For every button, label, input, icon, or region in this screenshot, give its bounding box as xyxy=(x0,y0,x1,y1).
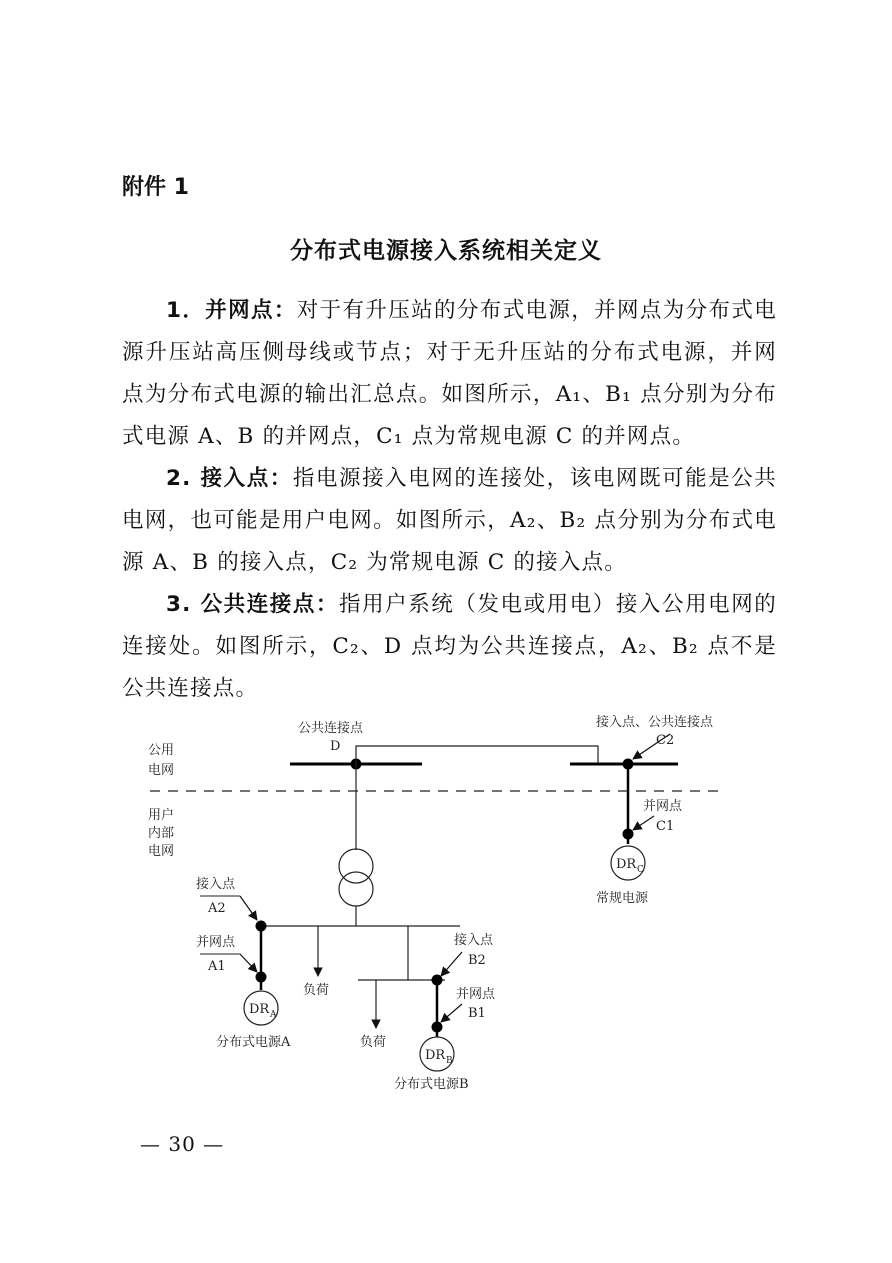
b1-caption: 并网点 xyxy=(456,987,496,1002)
paragraph-heading: 3. 公共连接点： xyxy=(166,592,340,617)
paragraph-common-coupling-point xyxy=(122,584,777,710)
load-2-label: 负荷 xyxy=(360,1035,387,1050)
b2-caption: 接入点 xyxy=(454,933,494,948)
user-grid-label: 内部 xyxy=(148,826,175,841)
public-grid-label: 电网 xyxy=(148,763,175,778)
drc-main: DR xyxy=(616,857,637,872)
drb-main: DR xyxy=(425,1048,446,1063)
load-1-label: 负荷 xyxy=(303,983,330,998)
paragraph-text: 指电源接入电网的连接处，该电网既可能是公共电网，也可能是用户电网。如图所示，A₂、B₂ 点分别为分布式电源 A、B 的接入点，C₂ 为常规电源 C 的接入点。 xyxy=(122,466,778,575)
c1-caption: 并网点 xyxy=(643,799,683,814)
point-b1-dot xyxy=(432,1022,443,1033)
a2-caption: 接入点 xyxy=(196,877,236,892)
public-grid-link xyxy=(356,746,598,764)
user-grid-label: 用户 xyxy=(148,808,175,823)
paragraph-heading: 2. 接入点： xyxy=(166,466,293,491)
page-number: — 30 — xyxy=(140,1132,225,1156)
grid-connection-diagram xyxy=(140,708,760,1100)
point-c2-label: C2 xyxy=(656,733,675,748)
conventional-source-label: 常规电源 xyxy=(596,891,649,906)
point-a2-label: A2 xyxy=(208,901,226,916)
transformer-winding xyxy=(339,849,373,883)
a1-pointer xyxy=(240,954,257,972)
b2-pointer xyxy=(441,952,462,976)
drb-sub: B xyxy=(446,1056,453,1066)
paragraph-heading: 1．并网点： xyxy=(166,298,297,323)
point-a1-dot xyxy=(256,972,267,983)
point-d-label: D xyxy=(330,739,341,754)
b1-pointer xyxy=(441,1004,462,1022)
drc-sub: C xyxy=(637,865,644,875)
attachment-label: 附件 1 xyxy=(122,175,189,200)
pcc-label: 公共连接点 xyxy=(298,721,364,736)
paragraph-grid-connection-point xyxy=(122,290,777,458)
transformer-winding xyxy=(339,872,373,906)
a2-pointer xyxy=(240,896,257,920)
page-title: 分布式电源接入系统相关定义 xyxy=(290,238,602,264)
dra-main: DR xyxy=(249,1002,270,1017)
point-a1-label: A1 xyxy=(208,959,226,974)
paragraph-text: 对于有升压站的分布式电源，并网点为分布式电源升压站高压侧母线或节点；对于无升压站的分布式电源，并网点为分布式电源的输出汇总点。如图所示，A₁、B₁ 点分别为分布式电源 A、B 的并网点，C₁ 点为常规电源 C 的并网点。 xyxy=(122,298,777,449)
c1-pointer xyxy=(633,816,654,830)
source-b-label: 分布式电源B xyxy=(394,1077,469,1092)
source-a-label: 分布式电源A xyxy=(216,1035,291,1050)
a1-caption: 并网点 xyxy=(196,935,236,950)
paragraph-access-point xyxy=(122,458,777,584)
point-b1-label: B1 xyxy=(468,1006,486,1021)
point-c1-dot xyxy=(623,829,634,840)
point-b2-label: B2 xyxy=(468,953,486,968)
c2-caption: 接入点、公共连接点 xyxy=(596,715,714,730)
dra-sub: A xyxy=(270,1010,277,1020)
public-grid-label: 公用 xyxy=(148,743,175,758)
paragraph-text: 指用户系统（发电或用电）接入公用电网的连接处。如图所示，C₂、D 点均为公共连接点，A₂、B₂ 点不是公共连接点。 xyxy=(122,592,777,701)
user-grid-label: 电网 xyxy=(148,844,175,859)
point-c1-label: C1 xyxy=(656,819,675,834)
